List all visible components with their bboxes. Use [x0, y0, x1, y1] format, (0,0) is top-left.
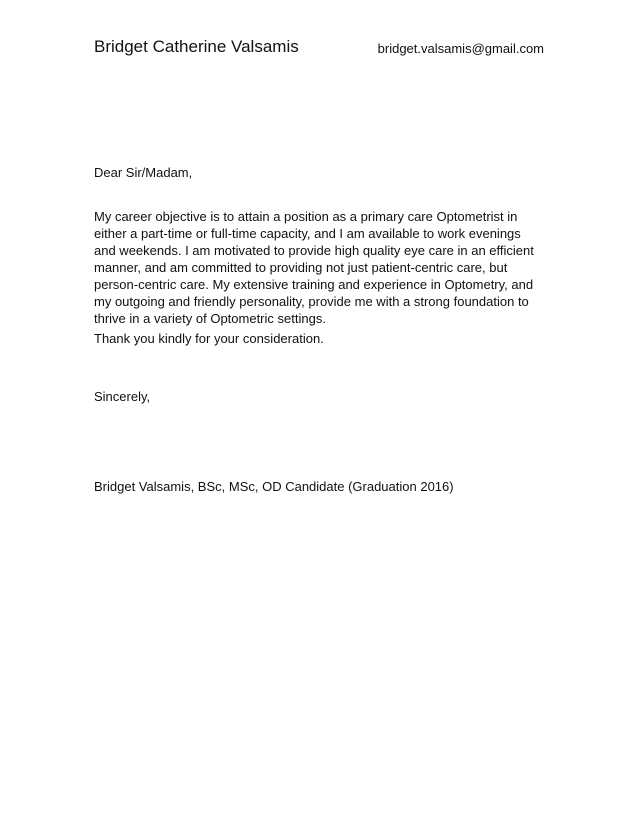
thanks-line: Thank you kindly for your consideration.: [94, 331, 324, 346]
signature: Bridget Valsamis, BSc, MSc, OD Candidate (Graduation 2016): [94, 479, 454, 494]
sender-email: bridget.valsamis@gmail.com: [377, 41, 544, 56]
body-paragraph: My career objective is to attain a position as a primary care Optometrist in either a part-time or full-time capacity, and I am available to work evenings and weekends. I am motivated to provide high quality eye care in an efficient manner, and am committed to providing not just patient-centric care, but person-centric care. My extensive training and experience in Optometry, and my outgoing and friendly personality, provide me with a strong foundation to thrive in a variety of Optometric settings.: [94, 209, 534, 326]
sender-name: Bridget Catherine Valsamis: [94, 37, 299, 56]
salutation: Dear Sir/Madam,: [94, 165, 193, 180]
closing: Sincerely,: [94, 389, 151, 404]
